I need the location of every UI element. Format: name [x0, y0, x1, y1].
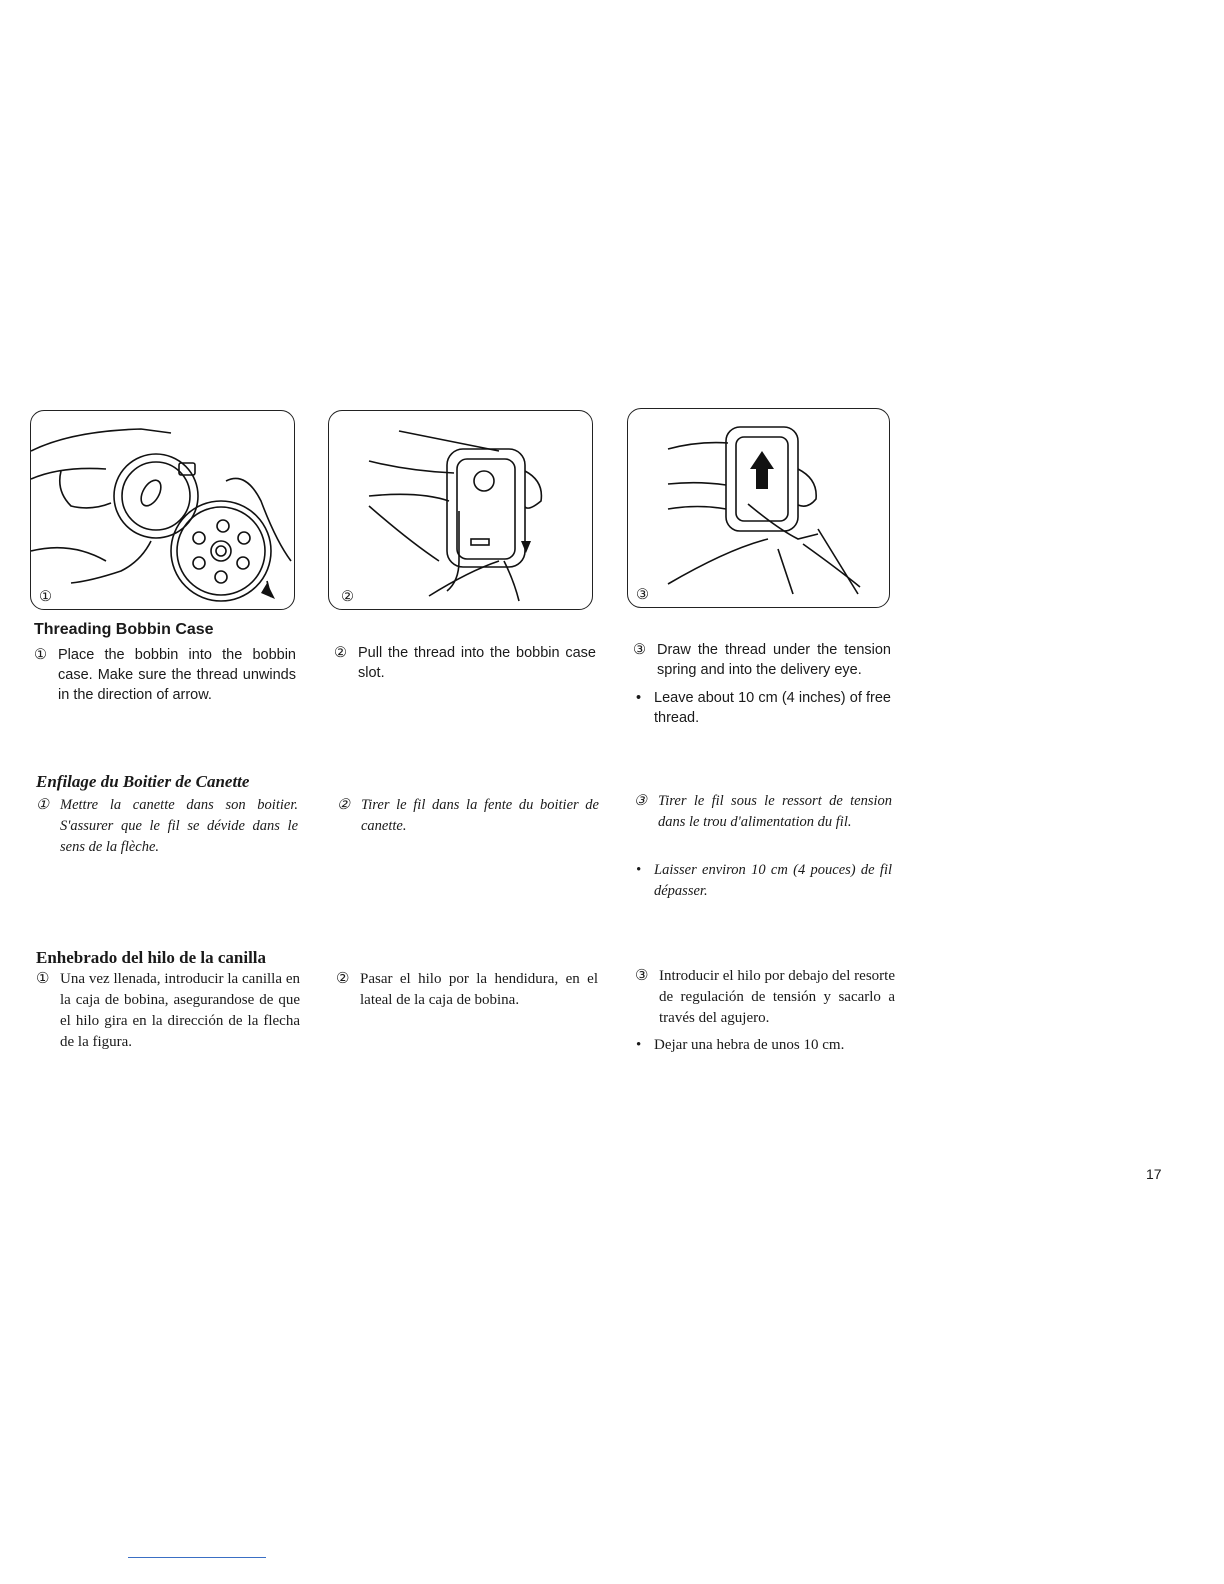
- bottom-rule: [128, 1557, 266, 1558]
- tension-spring-illustration: [628, 409, 889, 607]
- step-number: ①: [36, 797, 49, 813]
- figure-3-panel: [627, 408, 890, 608]
- note-text: Leave about 10 cm (4 inches) of free thread.: [654, 690, 891, 726]
- note-text: Laisser environ 10 cm (4 pouces) de fil dépasser.: [654, 862, 892, 899]
- french-step-1: [36, 795, 298, 858]
- figure-2-label: ②: [341, 589, 354, 605]
- english-note: [634, 688, 891, 728]
- spanish-note: [634, 1035, 894, 1056]
- bullet: •: [636, 1037, 642, 1053]
- step-number: ①: [36, 971, 50, 987]
- figure-1-label: ①: [39, 589, 52, 605]
- step-number: ①: [34, 647, 47, 663]
- step-number: ③: [634, 793, 647, 809]
- step-text: Pull the thread into the bobbin case slot.: [358, 645, 596, 681]
- page-number: 17: [1146, 1166, 1162, 1182]
- step-text: Tirer le fil sous le ressort de tension dans le trou d'alimentation du fil.: [658, 793, 892, 830]
- spanish-step-3: [635, 966, 895, 1029]
- bullet: •: [636, 690, 642, 706]
- bobbin-into-case-illustration: [31, 411, 294, 609]
- step-text: Draw the thread under the tension spring and into the delivery eye.: [657, 642, 891, 678]
- spanish-step-1: [36, 969, 300, 1053]
- figure-1-panel: [30, 410, 295, 610]
- step-text: Pasar el hilo por la hendidura, en el lateal de la caja de bobina.: [360, 971, 598, 1008]
- french-note: [634, 860, 892, 902]
- step-number: ②: [337, 797, 350, 813]
- bullet: •: [636, 862, 642, 878]
- figure-3-label: ③: [636, 587, 649, 603]
- french-step-2: [337, 795, 599, 837]
- english-step-1: [34, 645, 296, 705]
- step-number: ③: [633, 642, 646, 658]
- english-step-2: [334, 643, 596, 683]
- step-number: ②: [334, 645, 347, 661]
- thread-into-slot-illustration: [329, 411, 592, 609]
- french-step-3: [634, 791, 892, 833]
- spanish-step-2: [336, 969, 598, 1011]
- heading-spanish: Enhebrado del hilo de la canilla: [36, 948, 267, 967]
- step-text: Una vez llenada, introducir la canilla en la caja de bobina, asegurandose de que el hilo gira en la dirección de la flecha de la figura.: [60, 971, 300, 1050]
- step-number: ③: [635, 968, 649, 984]
- heading-english: Threading Bobbin Case: [34, 621, 214, 638]
- figure-2-panel: [328, 410, 593, 610]
- note-text: Dejar una hebra de unos 10 cm.: [654, 1037, 845, 1053]
- step-number: ②: [336, 971, 350, 987]
- step-text: Tirer le fil dans la fente du boitier de canette.: [361, 797, 599, 834]
- english-step-3: [633, 640, 891, 680]
- heading-french: Enfilage du Boitier de Canette: [36, 772, 250, 791]
- step-text: Introducir el hilo por debajo del resorte de regulación de tensión y sacarlo a través del agujero.: [659, 968, 895, 1026]
- step-text: Place the bobbin into the bobbin case. Make sure the thread unwinds in the direction of arrow.: [58, 647, 296, 703]
- step-text: Mettre la canette dans son boitier. S'assurer que le fil se dévide dans le sens de la flèche.: [60, 797, 298, 855]
